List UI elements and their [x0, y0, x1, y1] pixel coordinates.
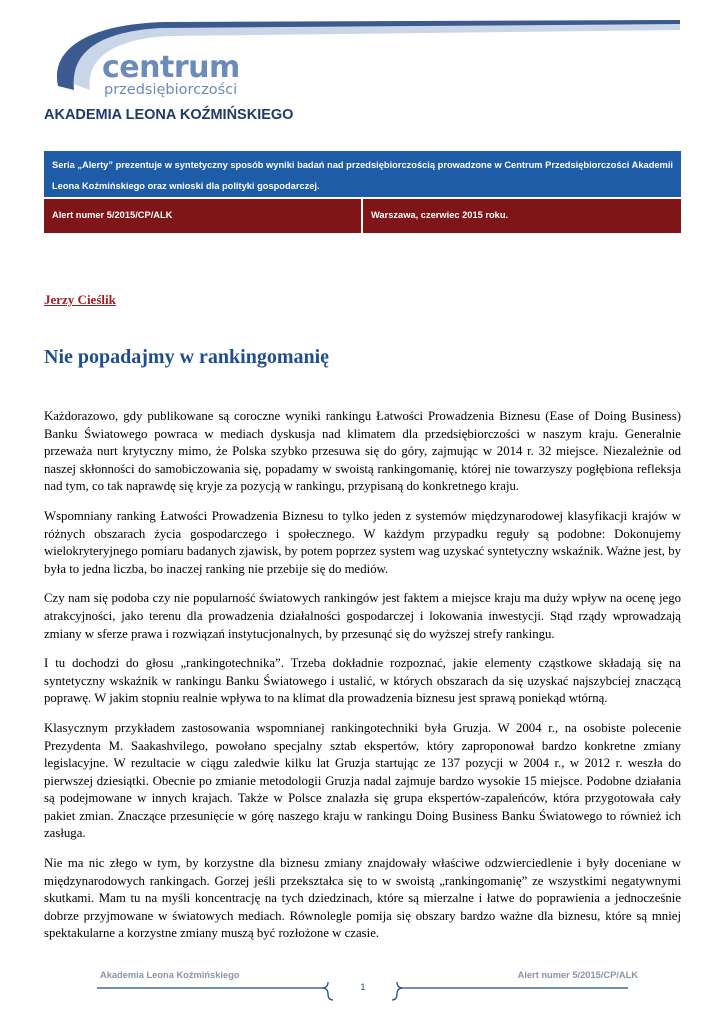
- footer-institution: Akademia Leona Koźmińskiego: [100, 970, 240, 980]
- alert-number: Alert numer 5/2015/CP/ALK: [44, 199, 361, 233]
- logo-main-text: centrum: [102, 50, 240, 85]
- paragraph-2: Wspomniany ranking Łatwości Prowadzenia Biznesu to tylko jeden z systemów międzynarodowej klasyfikacji krajów w różnych obszarach życia gospodarczego i społecznego. W każdym przypadku reguły są podobne: Dokonujemy wielokryteryjnego pomiaru badanych zjawisk, by potem poprzez system wag uzyskać syntetyczny wskaźnik. Ważne jest, by była to jedna liczba, bo inaczej ranking nie przebije się do mediów.: [44, 508, 681, 576]
- series-description-box: Seria „Alerty” prezentuje w syntetyczny sposób wyniki badań nad przedsiębiorczością prowadzone w Centrum Przedsiębiorczości Akademii Leona Koźmińskiego oraz wnioski dla polityki gospodarczej.: [44, 151, 681, 197]
- alert-place-date: Warszawa, czerwiec 2015 roku.: [363, 199, 681, 233]
- paragraph-4: I tu dochodzi do głosu „rankingotechnika”. Trzeba dokładnie rozpoznać, jakie elementy cząstkowe składają się na syntetyczny wskaźnik w rankingu Banku Światowego i ustalić, w których obszarach da się uzyskać najszybciej znaczącą poprawę. W jakim stopniu realnie wpływa to na klimat dla prowadzenia biznesu jest sprawą poniekąd wtórną.: [44, 656, 681, 706]
- author-name: Jerzy Cieślik: [44, 292, 116, 307]
- article-body: [44, 408, 681, 955]
- paragraph-6: Nie ma nic złego w tym, by korzystne dla biznesu zmiany znajdowały właściwe odzwierciedlenie i były doceniane w międzynarodowych rankingach. Gorzej jeśli przekształca się to w swoistą „rankingomanię” ze wszystkimi negatywnymi skutkami. Mam tu na myśli koncentrację na tych dziedzinach, które są mierzalne i łatwe do poprawienia a jednocześnie dobrze przyjmowane w światowych mediach. Równolegle pomija się obszary bardzo ważne dla biznesu, które są mniej spektakularne a korzystne zmiany muszą być rozłożone w czasie.: [44, 856, 681, 941]
- page-number: 1: [360, 982, 366, 992]
- institution-name: AKADEMIA LEONA KOŹMIŃSKIEGO: [44, 107, 294, 123]
- article-title: Nie popadajmy w rankingomanię: [44, 346, 330, 368]
- paragraph-5: Klasycznym przykładem zastosowania wspomnianej rankingotechniki była Gruzja. W 2004 r., na osobiste polecenie Prezydenta M. Saakashvilego, powołano specjalny sztab ekspertów, który zaproponował bardzo konkretne zmiany legislacyjne. W rezultacie w ciągu zaledwie kilku lat Gruzja startując ze 137 pozycji w 2004 r., w 2012 r. weszła do pierwszej dziesiątki. Obecnie po zmianie metodologii Gruzja nadal zajmuje bardzo wysokie 15 miejsce. Podobne działania są podejmowane w innych krajach. Także w Polsce znalazła się grupa ekspertów-zapaleńców, która przygotowała cały pakiet zmian. Znaczące przesunięcie w górę naszego kraju w rankingu Doing Business Banku Światowego to również ich zasługa.: [44, 720, 681, 841]
- logo-sub-text: przedsiębiorczości: [104, 82, 238, 98]
- centrum-logo: [40, 20, 685, 100]
- paragraph-1: Każdorazowo, gdy publikowane są coroczne wyniki rankingu Łatwości Prowadzenia Biznesu (Ease of Doing Business) Banku Światowego powraca w mediach dyskusja nad klimatem dla przedsiębiorczości w naszym kraju. Generalnie przeważa nurt krytyczny mimo, że Polska szybko przesuwa się do góry, zajmując w 2014 r. 32 miejsce. Niezależnie od naszej skłonności do samobiczowania się, popadamy w swoistą rankingomanię, której nie towarzyszy pogłębiona refleksja nad tym, co tak naprawdę się kryje za pozycją w rankingu, przypisaną do konkretnego kraju.: [44, 409, 681, 494]
- paragraph-3: Czy nam się podoba czy nie popularność światowych rankingów jest faktem a miejsce kraju ma duży wpływ na ocenę jego atrakcyjności, jako terenu dla prowadzenia działalności gospodarczej i lokowania inwestycji. Stąd rządy wprowadzają zmiany w sferze prawa i rozwiązań instytucjonalnych, by przesunąć się do wyższej strefy rankingu.: [44, 591, 681, 641]
- footer-alert-number: Alert numer 5/2015/CP/ALK: [517, 970, 638, 980]
